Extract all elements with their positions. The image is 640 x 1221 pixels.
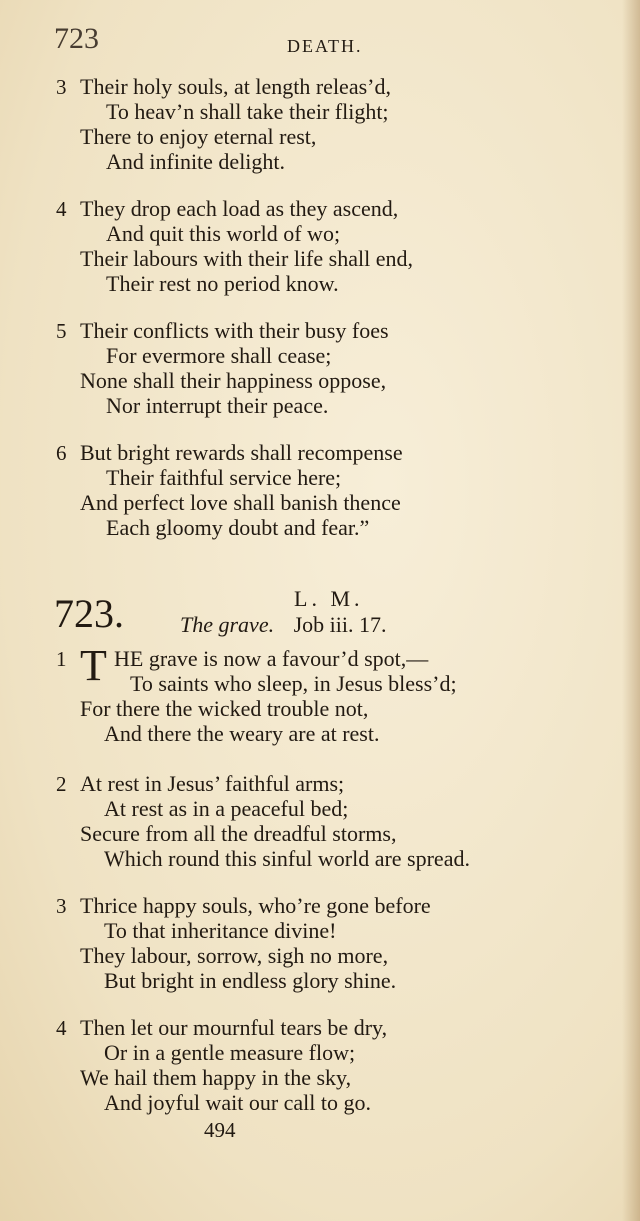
verse-line: But bright rewards shall recompense (80, 440, 403, 465)
stanza-number: 3 (56, 75, 67, 99)
scripture-reference: Job iii. 17. (293, 612, 387, 637)
stanza-number: 4 (56, 1016, 67, 1040)
running-header-hymn-number: 723 (54, 22, 99, 55)
verse-line: To that inheritance divine! (104, 918, 337, 943)
verse-line: And perfect love shall banish thence (80, 490, 401, 515)
verse-line: Or in a gentle measure flow; (104, 1040, 356, 1065)
verse-line: HE grave is now a favour’d spot,— (114, 646, 429, 671)
verse-line: At rest in Jesus’ faithful arms; (80, 771, 345, 796)
verse-line: Nor interrupt their peace. (106, 393, 329, 418)
verse-line: Their labours with their life shall end, (80, 246, 413, 271)
verse-line: And infinite delight. (106, 149, 286, 174)
verse-line: And quit this world of wo; (106, 221, 341, 246)
verse-line: At rest as in a peaceful bed; (104, 796, 349, 821)
hymn-number: 723. (54, 591, 124, 636)
verse-line: They labour, sorrow, sigh no more, (80, 943, 389, 968)
verse-line: Their rest no period know. (106, 271, 339, 296)
verse-line: Then let our mournful tears be dry, (80, 1015, 388, 1040)
running-header-title: DEATH. (287, 36, 363, 56)
verse-line: And joyful wait our call to go. (104, 1090, 372, 1115)
verse-line: None shall their happiness oppose, (80, 368, 387, 393)
verse-line: To heav’n shall take their flight; (106, 99, 389, 124)
stanza-number: 1 (56, 647, 67, 671)
verse-line: To saints who sleep, in Jesus bless’d; (130, 671, 457, 696)
hymn-subtitle (180, 612, 387, 638)
page-edge-shadow (622, 0, 640, 1221)
verse-line: Which round this sinful world are spread. (104, 846, 470, 871)
drop-cap: T (80, 641, 107, 690)
hymn-title: The grave. (180, 612, 275, 637)
stanza-number: 6 (56, 441, 67, 465)
verse-line: For evermore shall cease; (106, 343, 332, 368)
verse-line: Each gloomy doubt and fear.” (106, 515, 370, 540)
verse-line: Secure from all the dreadful storms, (80, 821, 397, 846)
verse-line: Their holy souls, at length releas’d, (80, 74, 391, 99)
verse-line: For there the wicked trouble not, (80, 696, 369, 721)
verse-line: Their faithful service here; (106, 465, 342, 490)
verse-line: We hail them happy in the sky, (80, 1065, 352, 1090)
verse-line: And there the weary are at rest. (104, 721, 380, 746)
stanza-number: 2 (56, 772, 67, 796)
stanza-number: 4 (56, 197, 67, 221)
verse-line: Thrice happy souls, who’re gone before (80, 893, 431, 918)
hymn-meter: L. M. (294, 586, 364, 611)
verse-line: There to enjoy eternal rest, (80, 124, 317, 149)
page-number: 494 (204, 1118, 236, 1142)
stanza-number: 3 (56, 894, 67, 918)
verse-line: Their conflicts with their busy foes (80, 318, 389, 343)
verse-line: But bright in endless glory shine. (104, 968, 397, 993)
verse-line: They drop each load as they ascend, (80, 196, 399, 221)
stanza-number: 5 (56, 319, 67, 343)
